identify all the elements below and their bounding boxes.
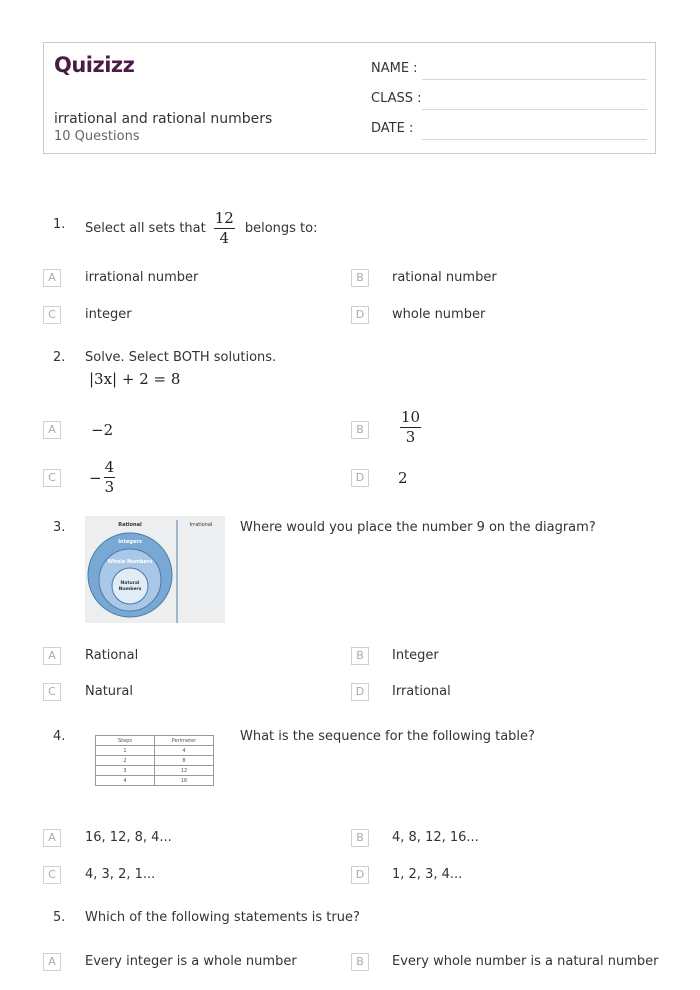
- option-text-b: Integer: [392, 648, 439, 663]
- question-text: Which of the following statements is true?: [85, 910, 360, 925]
- table-row: [96, 766, 214, 776]
- equation: |3x| + 2 = 8: [89, 370, 181, 388]
- question-count: 10 Questions: [54, 129, 140, 144]
- natural-label-line1: Natural: [120, 581, 140, 586]
- option-text-c: Natural: [85, 684, 133, 699]
- question-number: 4.: [53, 729, 66, 744]
- option-text-b: rational number: [392, 270, 497, 285]
- sequence-table: [95, 735, 214, 786]
- option-text-a: 16, 12, 8, 4...: [85, 830, 172, 845]
- table-cell: 12: [155, 766, 214, 776]
- option-box-a[interactable]: A: [43, 829, 61, 847]
- table-cell: 8: [155, 756, 214, 766]
- option-text-b: 4, 8, 12, 16...: [392, 830, 479, 845]
- question-number: 5.: [53, 910, 66, 925]
- fraction-denominator: 4: [219, 228, 230, 247]
- table-cell: 3: [96, 766, 155, 776]
- option-box-b[interactable]: B: [351, 829, 369, 847]
- option-box-b[interactable]: B: [351, 953, 369, 971]
- option-box-a[interactable]: A: [43, 647, 61, 665]
- option-text-a: Rational: [85, 648, 139, 663]
- class-label: CLASS :: [371, 91, 422, 106]
- option-text-a: −2: [91, 421, 114, 439]
- option-box-b[interactable]: B: [351, 647, 369, 665]
- table-row: [96, 776, 214, 786]
- option-text-d: Irrational: [392, 684, 451, 699]
- whole-numbers-label: Whole Numbers: [107, 559, 153, 565]
- question-text: [85, 207, 317, 249]
- option-text-c: [89, 459, 115, 496]
- option-text-a: Every integer is a whole number: [85, 954, 297, 969]
- option-box-a[interactable]: A: [43, 953, 61, 971]
- question-text-before: Select all sets that: [85, 220, 206, 236]
- option-box-d[interactable]: D: [351, 306, 369, 324]
- fraction-numerator: 4: [104, 458, 115, 476]
- name-field[interactable]: [422, 79, 647, 80]
- question-text-after: belongs to:: [244, 220, 318, 236]
- quizizz-logo: Quizizz: [54, 53, 135, 77]
- fraction-denominator: 3: [405, 428, 416, 446]
- fraction: [214, 210, 235, 247]
- fraction: [104, 459, 116, 496]
- option-text-d: whole number: [392, 307, 486, 322]
- option-text-c: 4, 3, 2, 1...: [85, 867, 156, 882]
- question-text: Where would you place the number 9 on the diagram?: [240, 520, 596, 535]
- table-cell: 16: [155, 776, 214, 786]
- name-label: NAME :: [371, 61, 418, 76]
- worksheet-title: irrational and rational numbers: [54, 111, 273, 127]
- table-cell: 4: [155, 746, 214, 756]
- table-cell: 1: [96, 746, 155, 756]
- option-text-c: integer: [85, 307, 132, 322]
- option-text-d: 2: [398, 469, 408, 487]
- date-field[interactable]: [422, 139, 647, 140]
- option-box-b[interactable]: B: [351, 421, 369, 439]
- date-label: DATE :: [371, 121, 414, 136]
- table-cell: 4: [96, 776, 155, 786]
- rational-label: Rational: [118, 522, 142, 528]
- option-box-a[interactable]: A: [43, 269, 61, 287]
- venn-diagram-svg: [85, 516, 225, 623]
- table-row: [96, 756, 214, 766]
- question-number: 2.: [53, 350, 66, 365]
- option-box-c[interactable]: C: [43, 683, 61, 701]
- option-box-c[interactable]: C: [43, 866, 61, 884]
- option-box-d[interactable]: D: [351, 866, 369, 884]
- table-header: Perimeter: [155, 736, 214, 746]
- option-fraction-b: [400, 409, 421, 446]
- option-box-d[interactable]: D: [351, 469, 369, 487]
- class-field[interactable]: [422, 109, 647, 110]
- option-text-b: Every whole number is a natural number: [392, 954, 659, 969]
- table-row: [96, 746, 214, 756]
- worksheet-header: [43, 42, 656, 154]
- option-box-c[interactable]: C: [43, 306, 61, 324]
- natural-numbers-circle: [112, 568, 148, 604]
- question-number: 3.: [53, 520, 66, 535]
- number-sets-diagram: [85, 516, 225, 623]
- option-box-d[interactable]: D: [351, 683, 369, 701]
- option-text-a: irrational number: [85, 270, 199, 285]
- natural-label-line2: Numbers: [118, 587, 142, 592]
- minus-sign: −: [89, 468, 102, 487]
- fraction-numerator: 10: [401, 408, 421, 426]
- fraction-numerator: 12: [214, 208, 234, 227]
- table-header: Steps: [96, 736, 155, 746]
- option-box-b[interactable]: B: [351, 269, 369, 287]
- question-text: Solve. Select BOTH solutions.: [85, 350, 277, 365]
- option-box-a[interactable]: A: [43, 421, 61, 439]
- irrational-label: Irrational: [189, 522, 213, 528]
- option-text-d: 1, 2, 3, 4...: [392, 867, 463, 882]
- table-cell: 2: [96, 756, 155, 766]
- table-header-row: [96, 736, 214, 746]
- question-number: 1.: [53, 217, 66, 232]
- question-text: What is the sequence for the following table?: [240, 729, 535, 744]
- option-box-c[interactable]: C: [43, 469, 61, 487]
- fraction-denominator: 3: [104, 478, 115, 496]
- integers-label: Integers: [118, 539, 142, 545]
